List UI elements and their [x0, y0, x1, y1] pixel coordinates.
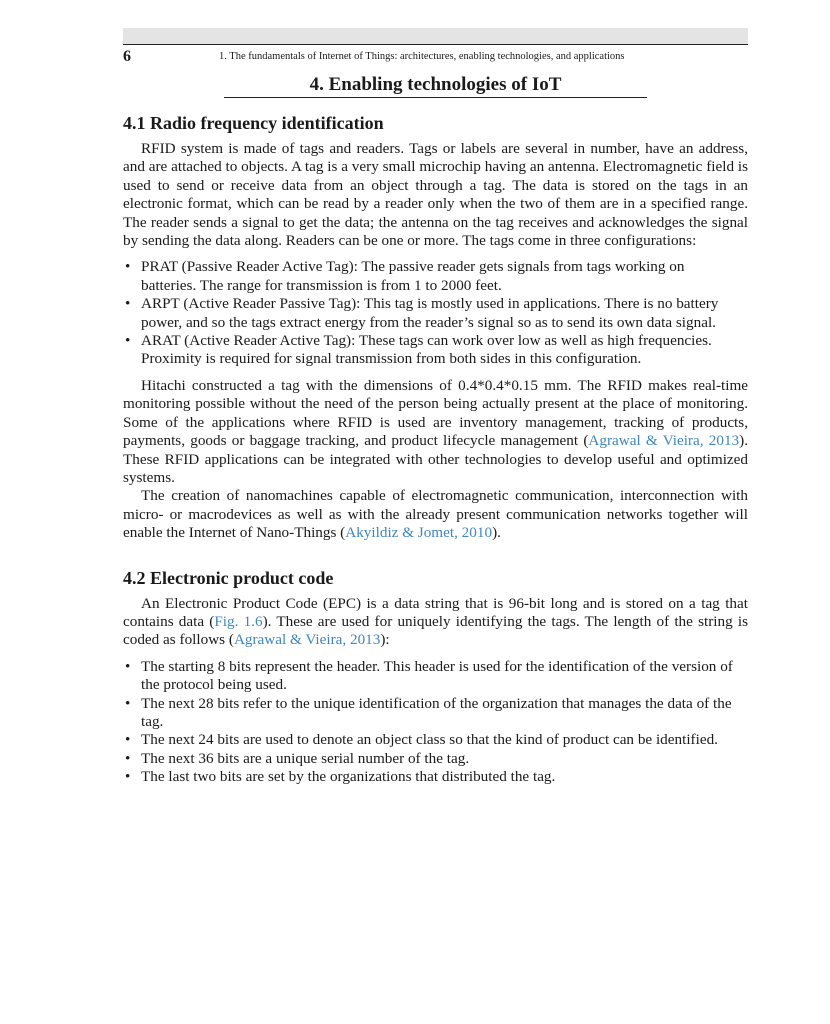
bullet: •: [125, 694, 131, 712]
paragraph-text: An Electronic Product Code (EPC) is a data string that is 96-bit long and is stored on a tag that contains data (: [123, 594, 748, 630]
list-item-text: PRAT (Passive Reader Active Tag): The passive reader gets signals from tags working on batteries. The range for transmission is from 1 to 2000 feet.: [141, 258, 685, 294]
list-item: [123, 768, 748, 786]
section-rule: [224, 97, 647, 98]
citation-link[interactable]: Akyildiz & Jomet, 2010: [345, 524, 493, 542]
list-item: [123, 658, 748, 695]
book-page: [123, 28, 748, 795]
paragraph-text: ). These are used for uniquely identifying the tags. The length of the string is coded as follows (: [123, 612, 748, 649]
bullet: •: [125, 749, 131, 767]
list-item: [123, 295, 748, 332]
bullet: •: [125, 295, 131, 313]
rfid-hitachi-paragraph: [123, 377, 748, 487]
figure-link[interactable]: Fig. 1.6: [214, 612, 263, 630]
running-head: [123, 49, 748, 67]
paragraph-text: ).: [492, 524, 501, 542]
citation-link[interactable]: Agrawal & Vieira, 2013: [588, 432, 740, 450]
epc-heading: 4.2 Electronic product code: [123, 567, 334, 588]
list-item-text: The starting 8 bits represent the header. This header is used for the identification of the version of the protocol being used.: [141, 657, 733, 694]
list-item: [123, 731, 748, 749]
list-item-text: ARPT (Active Reader Passive Tag): This tag is mostly used in applications. There is no battery power, and so the tags extract energy from the reader’s signal so as to send its own data signal.: [141, 295, 719, 331]
list-item: [123, 258, 748, 295]
bullet: •: [125, 332, 131, 350]
list-item-text: The next 24 bits are used to denote an object class so that the kind of product can be identified.: [141, 731, 718, 749]
paragraph-text: ). These RFID applications can be integrated with other technologies to develop useful and optimized systems.: [123, 432, 748, 486]
list-item-text: The next 28 bits refer to the unique identification of the organization that manages the data of the tag.: [141, 694, 732, 730]
list-item: [123, 332, 748, 369]
paragraph-text: ):: [380, 631, 390, 649]
list-item-text: ARAT (Active Reader Active Tag): These tags can work over low as well as high frequencies. Proximity is required for signal transmission from both sides in this configuration.: [141, 332, 712, 368]
epc-intro-paragraph: [123, 595, 748, 650]
epc-bits-list: [123, 658, 748, 787]
running-title: 1. The fundamentals of Internet of Things: architectures, enabling technologies, and applications: [219, 51, 625, 62]
citation-link[interactable]: Agrawal & Vieira, 2013: [233, 631, 381, 649]
bullet: •: [125, 657, 131, 675]
rfid-config-list: [123, 258, 748, 368]
rfid-nanothings-paragraph: [123, 487, 748, 542]
list-item: [123, 695, 748, 732]
rfid-heading: 4.1 Radio frequency identification: [123, 113, 384, 133]
paragraph-text: The creation of nanomachines capable of electromagnetic communication, interconnection with micro- or macrodevices as well as with the already present communication networks together will enable the Internet of Nano-Things (: [123, 487, 748, 542]
list-item: [123, 750, 748, 768]
bullet: •: [125, 731, 131, 749]
bullet: •: [125, 768, 131, 786]
paragraph-text: Hitachi constructed a tag with the dimensions of 0.4*0.4*0.15 mm. The RFID makes real-time monitoring possible without the need of the person being actually present at the place of monitoring. Some of the applications where RFID is used are inventory management, tracking of products, payments, goods or baggage tracking, and product lifecycle management (: [123, 376, 748, 450]
section-title: 4. Enabling technologies of IoT: [309, 74, 562, 95]
rfid-intro-paragraph: RFID system is made of tags and readers. Tags or labels are several in number, have an address, and are attached to objects. A tag is a very small microchip having an antenna. Electromagnetic field is used to send or receive data from an object through a tag. The data is stored on the tags in an electronic format, which can be read by a reader only when the two of them are in a specified range. The reader sends a signal to get the data; the antenna on the tag receives and acknowledges the signal by sending the data along. Readers can be one or more. The tags come in three configurations:: [123, 140, 748, 250]
list-item-text: The last two bits are set by the organizations that distributed the tag.: [141, 768, 556, 786]
list-item-text: The next 36 bits are a unique serial number of the tag.: [141, 749, 470, 767]
header-band: [123, 28, 748, 45]
page-number: 6: [123, 48, 131, 65]
bullet: •: [125, 258, 131, 276]
